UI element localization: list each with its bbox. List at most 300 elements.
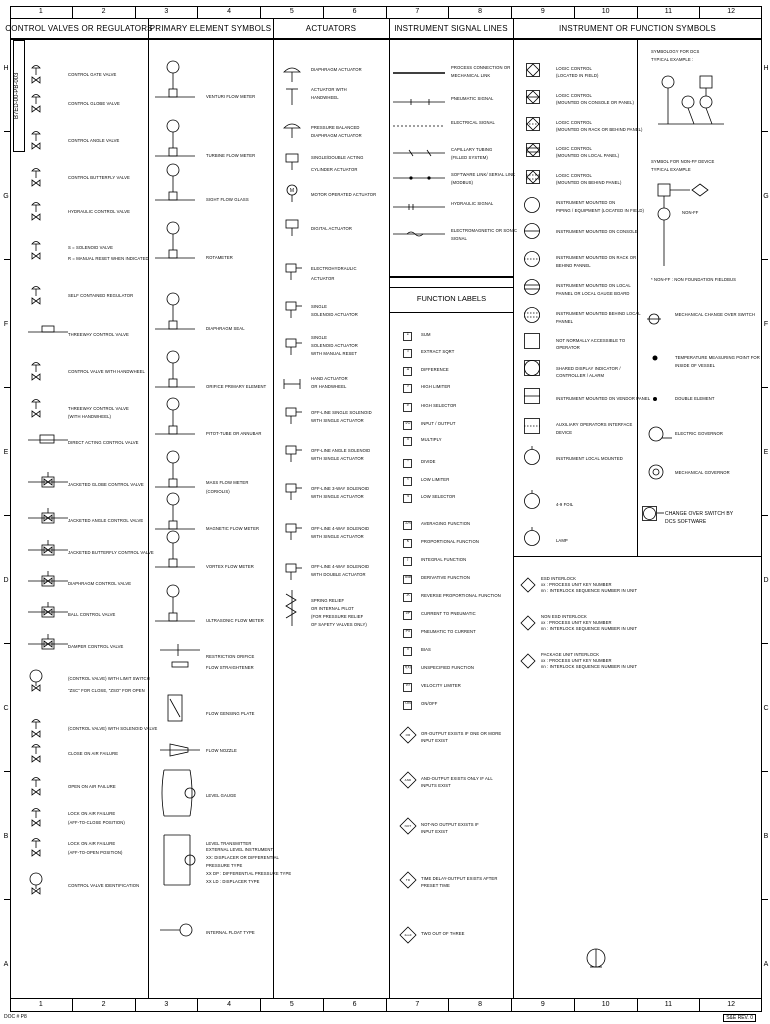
actuator-label: PRESSURE BALANCED xyxy=(311,125,360,130)
function-symbol-label: PANNEL OR LOCAL GAUGE BOARD xyxy=(556,291,630,296)
function-symbol-label: INSTRUMENT MOUNTED ON LOCAL xyxy=(556,283,631,288)
actuator-label: SOLENOID ACTUATOR xyxy=(311,312,358,317)
row-label: H xyxy=(763,65,769,72)
signal-line-label: (FILLED SYSTEM) xyxy=(451,155,488,160)
ruler-cell: 10 xyxy=(575,999,638,1011)
row-tick xyxy=(4,643,10,644)
actuator-label: WITH SINGLE ACTUATOR xyxy=(311,456,364,461)
control-valve-icon xyxy=(28,91,70,120)
signal-line-symbol xyxy=(393,227,447,245)
actuator-label: (FOR PRESSURE RELIEF xyxy=(311,614,364,619)
ruler-cell: 6 xyxy=(324,6,387,18)
primary-element-label: PITOT-TUBE OR ANNUBAR xyxy=(206,431,262,436)
actuator-icon xyxy=(282,152,306,179)
primary-element-label: ROTAMETER xyxy=(206,255,233,260)
control-valve-label: SELF CONTAINED REGULATOR xyxy=(68,293,134,298)
actuator-label: OFF-LINE 4-WAY SOLENOID xyxy=(311,526,370,531)
primary-element-label: XX: DISPLACER OR DIFFERENTIAL xyxy=(206,855,279,860)
logic-control-icon xyxy=(526,63,542,84)
function-label: PNEUMATIC TO CURRENT xyxy=(421,629,476,634)
logic-gate-label: NOT-NO OUTPUT EXISTS IF xyxy=(421,822,479,827)
logic-gate-code: OR xyxy=(405,733,411,737)
primary-element-label: LEVEL GAUGE xyxy=(206,793,237,798)
logic-control-icon xyxy=(526,143,542,164)
actuator-icon xyxy=(282,562,306,589)
dcs-label: CHANGE OVER SWITCH BY xyxy=(665,511,734,517)
function-symbol-label: CONTROLLER / ALARM xyxy=(556,373,605,378)
control-valve-label: OPEN ON AIR FAILURE xyxy=(68,784,116,789)
function-symbol-label: NOT NORMALLY ACCESSIBLE TO xyxy=(556,338,626,343)
function-label: MULTIPLY xyxy=(421,437,442,442)
row-tick xyxy=(4,387,10,388)
header-actuators: ACTUATORS xyxy=(305,23,357,33)
dcs-label: * NON-FF : NON FOUNDATION FIELDBUS xyxy=(651,277,736,282)
control-valve-icon xyxy=(28,835,70,864)
row-tick xyxy=(762,899,768,900)
row-label: C xyxy=(763,705,769,712)
control-valve-label: THREEWAY CONTROL VALVE xyxy=(68,406,129,411)
shared-display-icon xyxy=(524,360,542,383)
actuator-icon xyxy=(282,120,306,147)
signal-line-label: CAPILLARY TUBING xyxy=(451,147,493,152)
function-label: DIVIDE xyxy=(421,459,436,464)
divider xyxy=(389,18,390,998)
dcs-label: TYPICAL EXAMPLE : xyxy=(651,57,694,62)
actuator-icon xyxy=(282,374,306,401)
function-label: LOW LIMITER xyxy=(421,477,450,482)
interlock-icon xyxy=(521,578,535,597)
function-code: ⋗ xyxy=(406,403,410,407)
actuator-label: CYLINDER ACTUATOR xyxy=(311,167,358,172)
divider xyxy=(148,18,149,998)
function-code: ÷ xyxy=(406,459,410,463)
actuator-label: DIAPHRAGM ACTUATOR xyxy=(311,67,362,72)
divider xyxy=(513,18,514,998)
function-code: K xyxy=(406,539,410,543)
actuator-icon xyxy=(282,184,306,211)
interlock-title: PACKAGE UNIT INTERLOCK xyxy=(541,652,600,657)
function-symbol-label: 4-9 FOIL xyxy=(556,502,574,507)
divider xyxy=(273,18,274,998)
actuator-label: ACTUATOR xyxy=(311,276,335,281)
row-label: G xyxy=(763,193,769,200)
ruler-cell: 10 xyxy=(575,6,638,18)
logic-control-icon xyxy=(526,90,542,111)
actuator-icon xyxy=(282,444,306,471)
function-code: Δ xyxy=(406,367,410,371)
ruler-cell: 3 xyxy=(136,999,199,1011)
dcs-example-icon xyxy=(648,68,728,143)
function-symbol-label: INSTRUMENT MOUNTED ON xyxy=(556,200,616,205)
signal-line-label: PNEUMATIC SIGNAL xyxy=(451,96,494,101)
primary-element-label: ORIFICE PRIMARY ELEMENT xyxy=(206,384,267,389)
actuator-label: MOTOR OPERATED ACTUATOR xyxy=(311,192,377,197)
north-mark-icon xyxy=(586,946,608,979)
foil-icon xyxy=(524,490,542,517)
function-symbol-label: OPERATOR xyxy=(556,345,580,350)
instrument-bubble-icon xyxy=(524,223,542,246)
control-valve-label: LOCK ON AIR FAILURE xyxy=(68,811,116,816)
actuator-label: WITH SINGLE ACTUATOR xyxy=(311,494,364,499)
actuator-label: OFF-LINE 3-WAY SOLENOID xyxy=(311,486,370,491)
control-valve-icon xyxy=(28,774,70,803)
function-code: -K xyxy=(406,593,410,597)
ruler-cell: 9 xyxy=(512,999,575,1011)
dcs-label: ELECTRIC GOVERNOR xyxy=(675,431,724,436)
level-gauge-icon xyxy=(160,770,200,825)
primary-element-label: FLOW STRAIGHTENER xyxy=(206,665,254,670)
actuator-label: OFF-LINE 4-WAY SOLENOID xyxy=(311,564,370,569)
primary-element-label: XX LD : DISPLACER TYPE xyxy=(206,879,260,884)
primary-element-icon xyxy=(155,396,195,451)
control-valve-icon xyxy=(28,165,70,194)
level-transmitter-icon xyxy=(160,835,200,895)
row-label: G xyxy=(3,193,9,200)
function-symbol-label: PANNEL xyxy=(556,319,574,324)
function-label: DERIVATIVE FUNCTION xyxy=(421,575,470,580)
primary-element-icon xyxy=(155,583,195,638)
dcs-changeover-icon xyxy=(642,506,666,527)
instrument-bubble-icon xyxy=(524,307,542,330)
revision-box: S&E REV. 0 xyxy=(723,1014,756,1022)
control-valve-icon xyxy=(28,359,70,388)
section-rule xyxy=(513,556,762,557)
function-symbol-label: LOGIC CONTROL xyxy=(556,120,592,125)
ruler-cell: 8 xyxy=(449,999,512,1011)
control-valve-icon xyxy=(28,634,70,663)
signal-line-label: ELECTROMAGNETIC OR SONIC xyxy=(451,228,518,233)
control-valve-label: LOCK ON AIR FAILURE xyxy=(68,841,116,846)
row-label: D xyxy=(763,577,769,584)
signal-line-symbol xyxy=(393,146,447,164)
signal-line-symbol xyxy=(393,171,447,189)
row-label: H xyxy=(3,65,9,72)
primary-element-label: LEVEL TRANSMITTER xyxy=(206,841,252,846)
row-tick xyxy=(4,259,10,260)
control-valve-icon xyxy=(28,805,70,834)
interlock-icon xyxy=(521,616,535,635)
control-valve-label: S = SOLENOID VALVE xyxy=(68,245,114,250)
control-valve-label: (AFF-TO-CLOSE POSITION) xyxy=(68,820,125,825)
primary-element-label: VORTEX FLOW METER xyxy=(206,564,254,569)
control-valve-label: R = MANUAL RESET WHEN INDICATED xyxy=(68,256,149,261)
actuator-label: DIGITAL ACTUATOR xyxy=(311,226,352,231)
function-symbol-label: INSTRUMENT MOUNTED BEHIND LOCAL xyxy=(556,311,641,316)
header-rule xyxy=(10,38,762,40)
function-label: HIGH SELECTOR xyxy=(421,403,457,408)
actuator-label: DIAPHRAGM ACTUATOR xyxy=(311,133,362,138)
ruler-cell: 4 xyxy=(198,999,261,1011)
actuator-icon xyxy=(282,406,306,433)
function-code: d/dt xyxy=(404,575,412,579)
primary-element-label: MASS FLOW METER xyxy=(206,480,249,485)
primary-element-label: DIAPHRAGM SEAL xyxy=(206,326,245,331)
primary-element-label: MAGNETIC FLOW METER xyxy=(206,526,260,531)
actuator-label: SINGLE xyxy=(311,335,327,340)
function-symbol-label: SHARED DISPLAY INDICATOR / xyxy=(556,366,621,371)
primary-element-label: TURBINE FLOW METER xyxy=(206,153,256,158)
interlock-label: nn : INTERLOCK SEQUENCE NUMBER IN UNIT xyxy=(541,664,638,669)
logic-gate-code: NOT xyxy=(404,824,412,828)
function-symbol-label: (MOUNTED ON BEHIND PANEL) xyxy=(556,180,622,185)
row-label: F xyxy=(763,321,769,328)
control-valve-icon xyxy=(28,128,70,157)
actuator-label: SPRING RELIEF xyxy=(311,598,345,603)
interlock-label: xx : PROCESS UNIT KEY NUMBER xyxy=(541,658,612,663)
divider xyxy=(637,40,638,556)
actuator-label: WITH MANUAL RESET xyxy=(311,351,357,356)
function-label: AVERAGING FUNCTION xyxy=(421,521,471,526)
row-label: A xyxy=(763,961,769,968)
logic-gate-code: TD xyxy=(405,878,411,882)
control-valve-label: BALL CONTROL VALVE xyxy=(68,612,116,617)
dcs-label: DOUBLE ELEMENT xyxy=(675,396,715,401)
actuator-icon xyxy=(282,87,306,114)
primary-element-label: (CORIOLIS) xyxy=(206,489,230,494)
header-signal-lines: INSTRUMENT SIGNAL LINES xyxy=(394,23,508,33)
function-code: ± xyxy=(406,647,410,651)
function-label: LOW SELECTOR xyxy=(421,494,456,499)
function-code: f(x) xyxy=(405,665,411,669)
function-symbol-label: LOGIC CONTROL xyxy=(556,146,592,151)
dcs-label: TYPICAL EXAMPLE xyxy=(651,167,691,172)
row-label: E xyxy=(763,449,769,456)
function-symbol-label: (MOUNTED ON CONSOLE OR PANEL) xyxy=(556,100,634,105)
signal-line-label: MECHANICAL LINK xyxy=(451,73,491,78)
primary-element-label: EXTERNAL LEVEL INSTRUMENT xyxy=(206,847,274,852)
function-symbol-label: AUXILIARY OPERATORS INTERFACE xyxy=(556,422,633,427)
interlock-label: xx : PROCESS UNIT KEY NUMBER xyxy=(541,620,612,625)
control-valve-label: CLOSE ON AIR FAILURE xyxy=(68,751,119,756)
control-valve-label: CONTROL GATE VALVE xyxy=(68,72,117,77)
signal-line-symbol xyxy=(393,200,447,218)
function-label: EXTRACT SQRT xyxy=(421,349,455,354)
ruler-cell: 6 xyxy=(324,999,387,1011)
header-function-labels: FUNCTION LABELS xyxy=(416,293,487,303)
actuator-icon xyxy=(282,218,306,245)
ruler-cell: 4 xyxy=(198,6,261,18)
actuator-label: SINGLE xyxy=(311,304,327,309)
function-code: < xyxy=(406,477,410,481)
function-code: I/P xyxy=(405,611,411,615)
primary-element-label: FLOW NOZZLE xyxy=(206,748,237,753)
control-valve-label: THREEWAY CONTROL VALVE xyxy=(68,332,129,337)
control-valve-icon xyxy=(28,472,70,501)
logic-gate-code: AND xyxy=(404,778,412,782)
double-element-icon xyxy=(650,393,662,411)
signal-line-symbol xyxy=(393,66,447,84)
drawing-number-stamp: B7ED-00-PB-003 xyxy=(13,40,25,152)
function-code: Σ/n xyxy=(405,521,411,525)
control-valve-label: JACKETED BUTTERFLY CONTROL VALVE xyxy=(68,550,154,555)
function-code: I/O xyxy=(405,421,411,425)
control-valve-label: CONTROL GLOBE VALVE xyxy=(68,101,120,106)
dcs-label: TEMPERATURE MEASURING POINT FOR xyxy=(675,355,760,360)
function-symbol-label: INSTRUMENT LOCAL MOUNTED xyxy=(556,456,623,461)
function-symbol-label: LAMP xyxy=(556,538,568,543)
control-valve-label: CONTROL ANGLE VALVE xyxy=(68,138,120,143)
dcs-label: MECHANICAL GOVERNOR xyxy=(675,470,730,475)
actuator-label: HAND ACTUATOR xyxy=(311,376,348,381)
control-valve-icon xyxy=(28,741,70,770)
function-label: INTEGRAL FUNCTION xyxy=(421,557,467,562)
function-code: V> xyxy=(405,683,411,687)
local-mounted-icon xyxy=(524,446,542,473)
actuator-icon xyxy=(282,300,306,327)
function-symbol-label: DEVICE xyxy=(556,430,573,435)
logic-control-icon xyxy=(526,117,542,138)
doc-number: DOC # P8 xyxy=(4,1014,27,1020)
ruler-cell: 1 xyxy=(10,6,73,18)
logic-gate-label: OR-OUTPUT EXISTS IF ONE OR MORE xyxy=(421,731,502,736)
function-label: REVERSE PROPORTIONAL FUNCTION xyxy=(421,593,501,598)
primary-element-label: RESTRICTION ORIFICE xyxy=(206,654,255,659)
vendor-panel-icon xyxy=(524,388,542,411)
logic-gate-label: AND-OUTPUT EXISTS ONLY IF ALL xyxy=(421,776,493,781)
dcs-label: NON-FF xyxy=(682,210,699,215)
control-valve-icon xyxy=(28,199,70,228)
function-label: BIAS xyxy=(421,647,431,652)
control-valve-icon xyxy=(28,62,70,91)
temp-point-icon xyxy=(650,352,662,370)
actuator-label: WITH DOUBLE ACTUATOR xyxy=(311,572,366,577)
ruler-cell: 11 xyxy=(638,6,701,18)
control-valve-label: "ZSC" FOR CLOSE, "ZSO" FOR OPEN xyxy=(68,688,145,693)
interlock-label: nn : INTERLOCK SEQUENCE NUMBER IN UNIT xyxy=(541,588,638,593)
function-label: HIGH LIMITER xyxy=(421,384,451,389)
aux-interface-icon xyxy=(524,418,542,441)
function-label: SUM xyxy=(421,332,431,337)
control-valve-label: CONTROL BUTTERFLY VALVE xyxy=(68,175,130,180)
ruler-cell: 1 xyxy=(10,999,73,1011)
control-valve-icon xyxy=(28,508,70,537)
dcs-label: MECHANICAL CHANGE OVER SWITCH xyxy=(675,312,755,317)
function-symbol-label: PIPING / EQUIPMENT (LOCATED IN FIELD) xyxy=(556,208,645,213)
row-label: F xyxy=(3,321,9,328)
control-valve-icon xyxy=(28,283,70,312)
control-valve-icon xyxy=(28,238,70,267)
logic-control-icon xyxy=(526,170,542,191)
function-symbol-label: (MOUNTED ON RACK OR BEHIND PANEL) xyxy=(556,127,643,132)
control-valve-label: DIAPHRAGM CONTROL VALVE xyxy=(68,581,132,586)
function-symbol-label: INSTRUMENT MOUNTED ON RACK OR xyxy=(556,255,637,260)
section-rule xyxy=(389,312,513,313)
interlock-label: xx : PROCESS UNIT KEY NUMBER xyxy=(541,582,612,587)
function-symbol-label: BEHIND PANNEL xyxy=(556,263,591,268)
non-ff-example-icon xyxy=(650,180,730,275)
control-valve-label: (CONTROL VALVE) WITH SOLENOID VALVE xyxy=(68,726,158,731)
control-valve-label: HYDRAULIC CONTROL VALVE xyxy=(68,209,131,214)
logic-gate-label: TWO OUT OF THREE xyxy=(421,931,465,936)
signal-line-label: SOFTWARE LINK/ SERIAL LINK xyxy=(451,172,516,177)
ruler-cell: 3 xyxy=(136,6,199,18)
header-primary-element: PRIMARY ELEMENT SYMBOLS xyxy=(149,23,272,33)
mechanical-governor-icon xyxy=(648,464,666,487)
control-valve-icon xyxy=(28,540,70,569)
function-code: P/I xyxy=(405,629,411,633)
ruler-cell: 8 xyxy=(449,6,512,18)
control-valve-label: (AFF-TO-OPEN POSITION) xyxy=(68,850,123,855)
function-symbol-label: LOGIC CONTROL xyxy=(556,173,592,178)
primary-element-icon xyxy=(155,162,195,217)
ruler-cell: 12 xyxy=(727,1001,736,1008)
function-code: ∫ xyxy=(407,557,409,561)
svg-text:M: M xyxy=(289,188,295,194)
function-label: UNSPECIFIED FUNCTION xyxy=(421,665,474,670)
function-code: X xyxy=(406,437,410,441)
function-code: ON xyxy=(405,701,411,705)
function-symbol-label: INSTRUMENT MOUNTED ON CONSOLE xyxy=(556,229,638,234)
control-valve-icon xyxy=(28,602,70,631)
function-label: ON/OFF xyxy=(421,701,438,706)
actuator-label: ACTUATOR WITH xyxy=(311,87,347,92)
changeover-switch-icon xyxy=(647,312,665,331)
dcs-label: DCS SOFTWARE xyxy=(665,519,707,525)
signal-line-symbol xyxy=(393,119,447,137)
function-label: INPUT / OUTPUT xyxy=(421,421,456,426)
control-valve-icon xyxy=(28,873,70,902)
logic-gate-label: INPUTS EXIST xyxy=(421,783,451,788)
actuator-label: SOLENOID ACTUATOR xyxy=(311,343,358,348)
lamp-icon xyxy=(524,527,542,554)
ruler-cell: 9 xyxy=(512,6,575,18)
actuator-label: SINGLE/DOUBLE ACTING xyxy=(311,155,364,160)
control-valve-icon xyxy=(28,396,70,425)
logic-gate-label: INPUT EXIST xyxy=(421,738,448,743)
row-tick xyxy=(762,515,768,516)
function-symbol-label: (LOCATED IN FIELD) xyxy=(556,73,599,78)
primary-element-label: ULTRASONIC FLOW METER xyxy=(206,618,264,623)
float-type-icon xyxy=(160,915,200,950)
signal-line-label: ELECTRICAL SIGNAL xyxy=(451,120,495,125)
interlock-label: nn : INTERLOCK SEQUENCE NUMBER IN UNIT xyxy=(541,626,638,631)
signal-line-label: (MODBUS) xyxy=(451,180,473,185)
actuator-label: OF SAFETY VALVES ONLY) xyxy=(311,622,367,627)
control-valve-icon xyxy=(28,322,70,351)
function-symbol-label: (MOUNTED ON LOCAL PANEL) xyxy=(556,153,620,158)
actuator-label: OFF-LINE ANGLE SOLENOID xyxy=(311,448,371,453)
row-label: B xyxy=(763,833,769,840)
control-valve-label: (CONTROL VALVE) WITH LIMIT SWITCH xyxy=(68,676,150,681)
ruler-cell: 7 xyxy=(387,999,450,1011)
spring-relief-icon xyxy=(282,590,306,635)
flow-nozzle-icon xyxy=(160,740,200,765)
actuator-label: ELECTROHYDRAULIC xyxy=(311,266,357,271)
primary-element-icon xyxy=(155,59,195,114)
row-tick xyxy=(762,387,768,388)
electric-governor-icon xyxy=(648,426,666,449)
control-valve-label: DAMPER CONTROL VALVE xyxy=(68,644,124,649)
control-valve-label: (WITH HANDWHEEL) xyxy=(68,414,112,419)
function-label: PROPORTIONAL FUNCTION xyxy=(421,539,479,544)
instrument-bubble-icon xyxy=(524,197,542,220)
section-rule xyxy=(389,276,513,278)
function-symbol-label: LOGIC CONTROL xyxy=(556,66,592,71)
signal-line-label: SIGNAL xyxy=(451,236,467,241)
header-control-valves: CONTROL VALVES OR REGULATORS xyxy=(5,23,153,33)
row-label: A xyxy=(3,961,9,968)
control-valve-icon xyxy=(28,571,70,600)
row-tick xyxy=(4,899,10,900)
primary-element-label: PRESSURE TYPE xyxy=(206,863,243,868)
row-label: D xyxy=(3,577,9,584)
interlock-icon xyxy=(521,654,535,673)
interlock-title: NON ESD INTERLOCK xyxy=(541,614,587,619)
function-label: DIFFERENCE xyxy=(421,367,449,372)
primary-element-icon xyxy=(155,529,195,584)
ruler-cell: 12 xyxy=(727,8,736,15)
function-code: > xyxy=(406,384,410,388)
